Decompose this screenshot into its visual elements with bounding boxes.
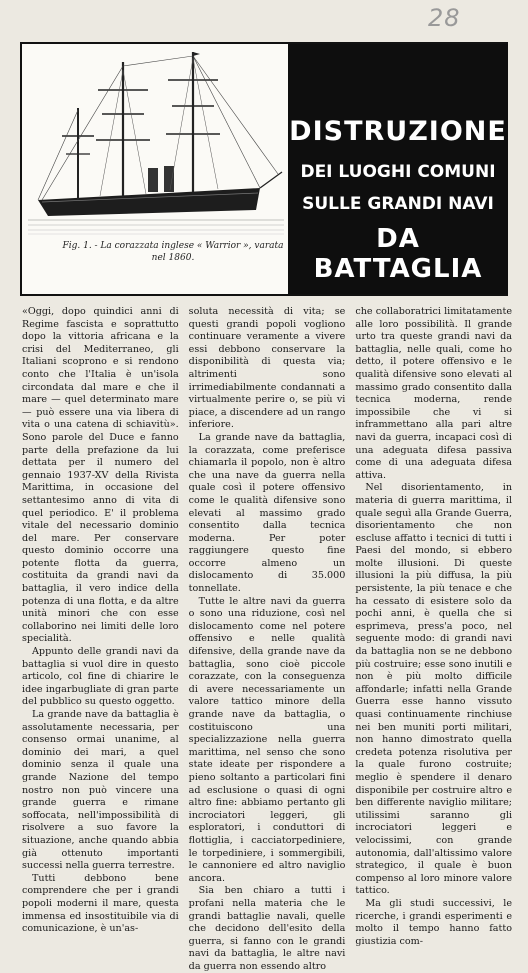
ship-figure bbox=[22, 44, 290, 294]
paragraph: Appunto delle grandi navi da battaglia si vuol dire in questo articolo, col fine di chiarire le idee ingarbugliate di gran parte del pubblico su questo oggetto. bbox=[22, 646, 179, 708]
figure-caption: Fig. 1. - La corazzata inglese « Warrior », varata nel 1860. bbox=[62, 241, 284, 263]
paragraph: La grande nave da battaglia, la corazzata, come preferisce chiamarla il popolo, non è altro che una nave da guerra nella quale così il potere offensivo come le qualità difensive sono elevati al massimo grado consentito dalla tecnica moderna. Per poter raggiungere questo fine occorre almeno un dislocamento di 35.000 tonnellate. bbox=[188, 431, 346, 595]
article-header bbox=[20, 42, 508, 296]
title-line-3: SULLE GRANDI NAVI bbox=[302, 194, 494, 214]
title-line-4: DA BATTAGLIA bbox=[313, 224, 483, 284]
paragraph: che collaboratrici limitatamente alle loro possibilità. Il grande urto tra queste grandi navi da battaglia, nelle quali, come ho detto, il potere offensivo e le qualità difensive sono elevati al massimo grado consentito dalla tecnica moderna, rende impossibile che vi si inframmettano alla pari altre navi da guerra, incapaci così di una adeguata difesa passiva come di una adeguata difesa attiva. bbox=[355, 306, 513, 481]
paragraph: Tutte le altre navi da guerra o sono una riduzione, così nel dislocamento come nel potere offensivo e nelle qualità difensive, della grande nave da battaglia, sono cioè piccole corazzate, con la conseguenza di avere necessariamente un valore tattico minore della grande nave da battaglia, o costituiscono una specializzazione nella guerra marittima, nel senso che sono state ideate per rispondere a pieno soltanto a particolari fini ad esclusione o quasi di ogni altro fine: abbiamo pertanto gli incrociatori leggeri, gli esploratori, i conduttori di flottiglia, i cacciatorpediniere, le torpediniere, i sommergibili, le cannoniere ed altro naviglio ancora. bbox=[188, 595, 346, 884]
page-number: 28 bbox=[428, 4, 461, 32]
title-line-2: DEI LUOGHI COMUNI bbox=[300, 162, 496, 182]
paragraph: Sia ben chiaro a tutti i profani nella materia che le grandi battaglie navali, quelle che decidono dell'esito della guerra, si fanno con le grandi navi da battaglia, le altre navi da guerra non essendo altro bbox=[188, 885, 346, 972]
warrior-ship-illustration bbox=[28, 50, 284, 238]
title-line-1: DISTRUZIONE bbox=[289, 116, 507, 147]
paragraph: Tutti debbono bene comprendere che per i grandi popoli moderni il mare, questa immensa ed insostituibile via di comunicazione, è un'as- bbox=[22, 872, 179, 935]
text-column-3 bbox=[355, 306, 513, 947]
title-box bbox=[288, 44, 508, 294]
text-column-1 bbox=[22, 306, 179, 935]
paragraph: La grande nave da battaglia è assolutamente necessaria, per consenso ormai unanime, al dominio dei mari, a quel dominio senza il quale una grande Nazione del tempo nostro non può vincere una grande guerra e rimane soffocata, nell'impossibilità di risolvere a suo favore la situazione, anche quando abbia già ottenuto importanti successi nella guerra terrestre. bbox=[22, 709, 179, 872]
paragraph: Ma gli studi successivi, le ricerche, i grandi esperimenti e molto il tempo hanno fatto giustizia com- bbox=[355, 897, 513, 947]
paragraph: soluta necessità di vita; se questi grandi popoli vogliono continuare veramente a vivere essi debbono conservare la disponibilità di questa via; altrimenti sono irrimediabilmente condannati a virtualmente perire o, se più vi piace, a discendere ad un rango inferiore. bbox=[188, 306, 346, 431]
paragraph: «Oggi, dopo quindici anni di Regime fascista e soprattutto dopo la vittoria africana e la crisi del Mediterraneo, gli Italiani scoprono e si rendono conto che l'Italia è un'isola circondata dal mare e che il mare — quel determinato mare — può essere una via libera di vita o una catena di schiavitù». Sono parole del Duce e fanno parte della prefazione da lui dettata per il numero del gennaio 1937-XV della Rivista Marittima, in occasione del settantesimo anno di vita di quel periodico. E' il problema vitale del necessario dominio del mare. Per conservare questo dominio occorre una potente flotta da guerra, costituita da grandi navi da battaglia, il vero indice della potenza di una flotta, e da altre unità minori che con esse collaborino nei limiti delle loro specialità. bbox=[22, 306, 179, 645]
article-body bbox=[22, 306, 513, 972]
paragraph: Nel disorientamento, in materia di guerra marittima, il quale seguì alla Grande Guerra, disorientamento che non escluse affatto i tecnici di tutti i Paesi del mondo, si ebbero molte illusioni. Di queste illusioni la più diffusa, la più persistente, la più tenace e che ha cessato di esistere solo da pochi anni, è quella che si esprimeva, press'a poco, nel seguente modo: di grandi navi da battaglia non se ne debbono più costruire; esse sono inutili e non è più molto difficile affondarle; infatti nella Grande Guerra esse hanno vissuto quasi continuamente rinchiuse nei ben muniti porti militari, non hanno dimostrato quella credeta potenza risolutiva per la quale furono costruite; meglio è spendere il denaro disponibile per costruire altro e ben differente naviglio militare; utilissimi saranno gli incrociatori leggeri e velocissimi, con grande autonomia, dall'altissimo valore strategico, il quale è buon compenso al loro minore valore tattico. bbox=[355, 482, 513, 897]
text-column-2 bbox=[188, 306, 346, 972]
